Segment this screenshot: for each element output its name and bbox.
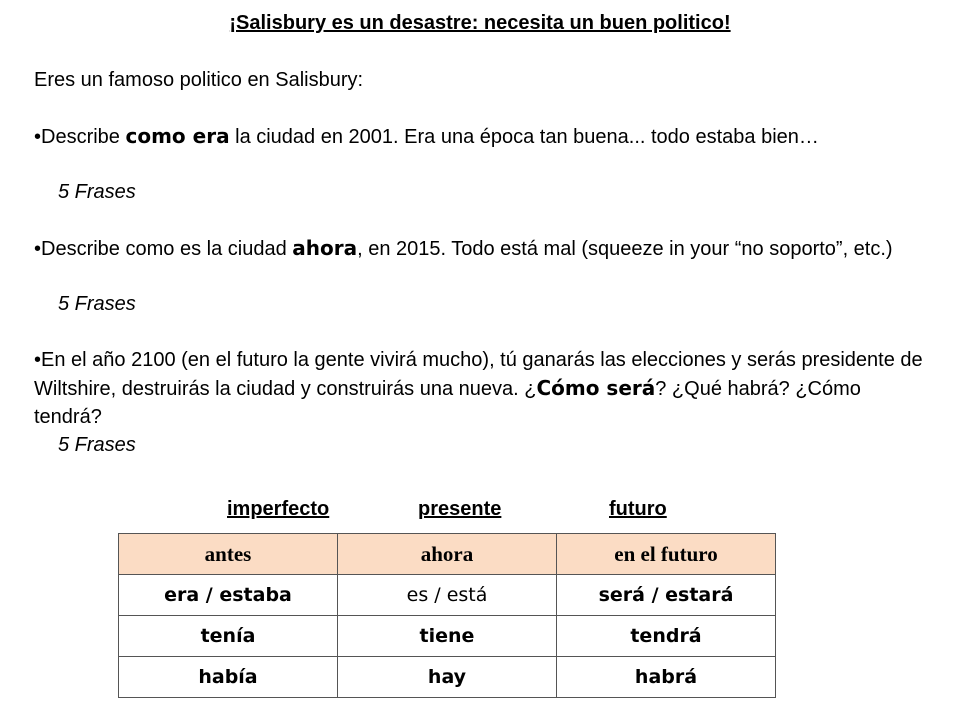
bullet: • bbox=[34, 126, 42, 148]
table-cell: tendrá bbox=[557, 616, 776, 657]
task-2-text-part-1: Describe como es la ciudad bbox=[41, 238, 293, 260]
intro-text: Eres un famoso politico en Salisbury: bbox=[34, 69, 364, 91]
task-2-text bbox=[34, 234, 934, 263]
table-cell: tenía bbox=[119, 616, 338, 657]
bullet: • bbox=[34, 349, 42, 371]
task-2-bold: ahora bbox=[292, 236, 358, 260]
table-row bbox=[119, 616, 776, 657]
heading-futuro: futuro bbox=[609, 498, 667, 520]
task-1-text-part-1: Describe bbox=[41, 126, 126, 148]
table-cell: había bbox=[119, 657, 338, 698]
header-cell-futuro: en el futuro bbox=[557, 534, 776, 575]
table-row bbox=[119, 657, 776, 698]
table-cell: tiene bbox=[338, 616, 557, 657]
table-cell: hay bbox=[338, 657, 557, 698]
heading-presente: presente bbox=[418, 498, 502, 520]
table-header-row bbox=[119, 534, 776, 575]
table-row bbox=[119, 575, 776, 616]
task-3-frases: 5 Frases bbox=[58, 434, 136, 456]
task-3-text-part-1: En el año 2100 (en el futuro la gente vivirá mucho), tú ganarás las elecciones y serás presidente de Wiltshire, destruirás la ciudad y construirás una nueva. ¿ bbox=[34, 349, 923, 400]
verb-table bbox=[118, 533, 776, 698]
task-3-text bbox=[34, 346, 934, 431]
heading-imperfecto: imperfecto bbox=[227, 498, 330, 520]
task-1-text-part-2: la ciudad en 2001. Era una época tan buena... todo estaba bien… bbox=[229, 126, 819, 148]
task-1-text bbox=[34, 122, 934, 151]
table-cell: era / estaba bbox=[119, 575, 338, 616]
task-2-text-part-2: , en 2015. Todo está mal (squeeze in your “no soporto”, etc.) bbox=[357, 238, 893, 260]
task-1-bold: como era bbox=[125, 124, 230, 148]
tense-headings bbox=[0, 498, 960, 528]
header-cell-ahora: ahora bbox=[338, 534, 557, 575]
header-cell-antes: antes bbox=[119, 534, 338, 575]
task-1-frases: 5 Frases bbox=[58, 181, 136, 203]
task-3-bold: Cómo será bbox=[536, 376, 656, 400]
table-cell: es / está bbox=[338, 575, 557, 616]
table-cell: será / estará bbox=[557, 575, 776, 616]
bullet: • bbox=[34, 238, 42, 260]
task-3-text-part-2: ? ¿Qué habrá? ¿Cómo tendrá? bbox=[34, 378, 861, 428]
page-title: ¡Salisbury es un desastre: necesita un buen politico! bbox=[229, 12, 731, 34]
table-cell: habrá bbox=[557, 657, 776, 698]
task-2-frases: 5 Frases bbox=[58, 293, 136, 315]
